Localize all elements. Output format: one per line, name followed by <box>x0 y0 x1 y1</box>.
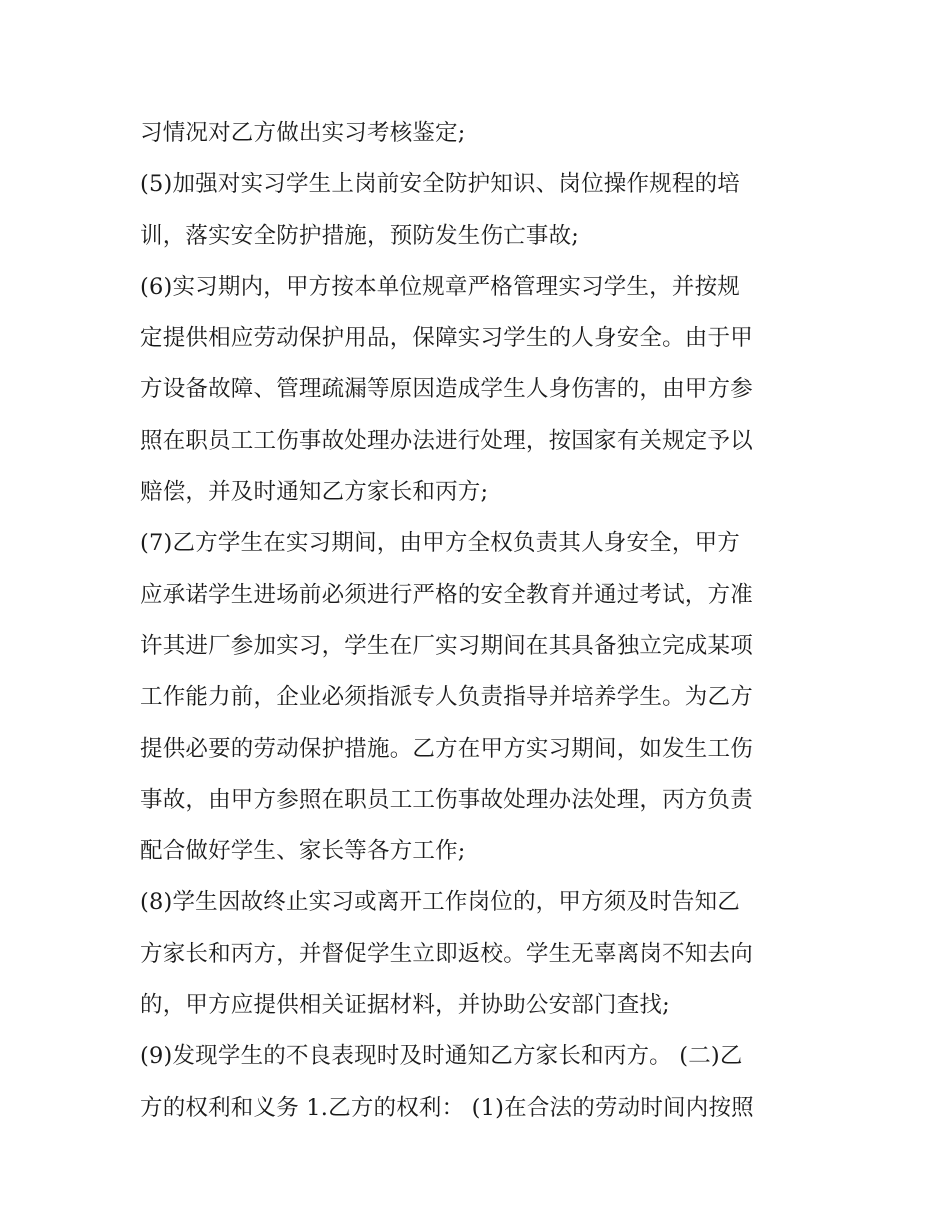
text-line: 方的权利和义务 1.乙方的权利： (1)在合法的劳动时间内按照 <box>140 1094 754 1121</box>
text-line: 的，甲方应提供相关证据材料，并协助公安部门查找; <box>140 992 670 1019</box>
text-line: 工作能力前，企业必须指派专人负责指导并培养学生。为乙方 <box>140 684 753 711</box>
text-line: 照在职员工工伤事故处理办法进行处理，按国家有关规定予以 <box>140 427 753 454</box>
text-line: 习情况对乙方做出实习考核鉴定; <box>140 120 466 146</box>
text-line: 配合做好学生、家长等各方工作; <box>140 838 466 865</box>
text-line: 方家长和丙方，并督促学生立即返校。学生无辜离岗不知去向 <box>140 940 753 967</box>
text-line: (7)乙方学生在实习期间，由甲方全权负责其人身安全，甲方 <box>140 530 740 557</box>
text-line: (9)发现学生的不良表现时及时通知乙方家长和丙方。 (二)乙 <box>140 1043 743 1070</box>
text-line: 许其进厂参加实习，学生在厂实习期间在其具备独立完成某项 <box>140 632 753 659</box>
text-line: 赔偿，并及时通知乙方家长和丙方; <box>140 479 489 506</box>
text-line: (8)学生因故终止实习或离开工作岗位的，甲方须及时告知乙 <box>140 889 740 916</box>
text-line: 应承诺学生进场前必须进行严格的安全教育并通过考试，方准 <box>140 581 753 608</box>
text-line: 提供必要的劳动保护措施。乙方在甲方实习期间，如发生工伤 <box>140 735 753 762</box>
contract-text-body <box>140 108 830 1134</box>
text-line: 事故，由甲方参照在职员工工伤事故处理办法处理，丙方负责 <box>140 786 753 813</box>
text-line: (5)加强对实习学生上岗前安全防护知识、岗位操作规程的培 <box>140 171 740 198</box>
text-line: 定提供相应劳动保护用品，保障实习学生的人身安全。由于甲 <box>140 325 753 352</box>
text-line: 方设备故障、管理疏漏等原因造成学生人身伤害的，由甲方参 <box>140 376 753 403</box>
text-line: (6)实习期内，甲方按本单位规章严格管理实习学生，并按规 <box>140 273 740 300</box>
text-line: 训，落实安全防护措施，预防发生伤亡事故; <box>140 222 580 249</box>
